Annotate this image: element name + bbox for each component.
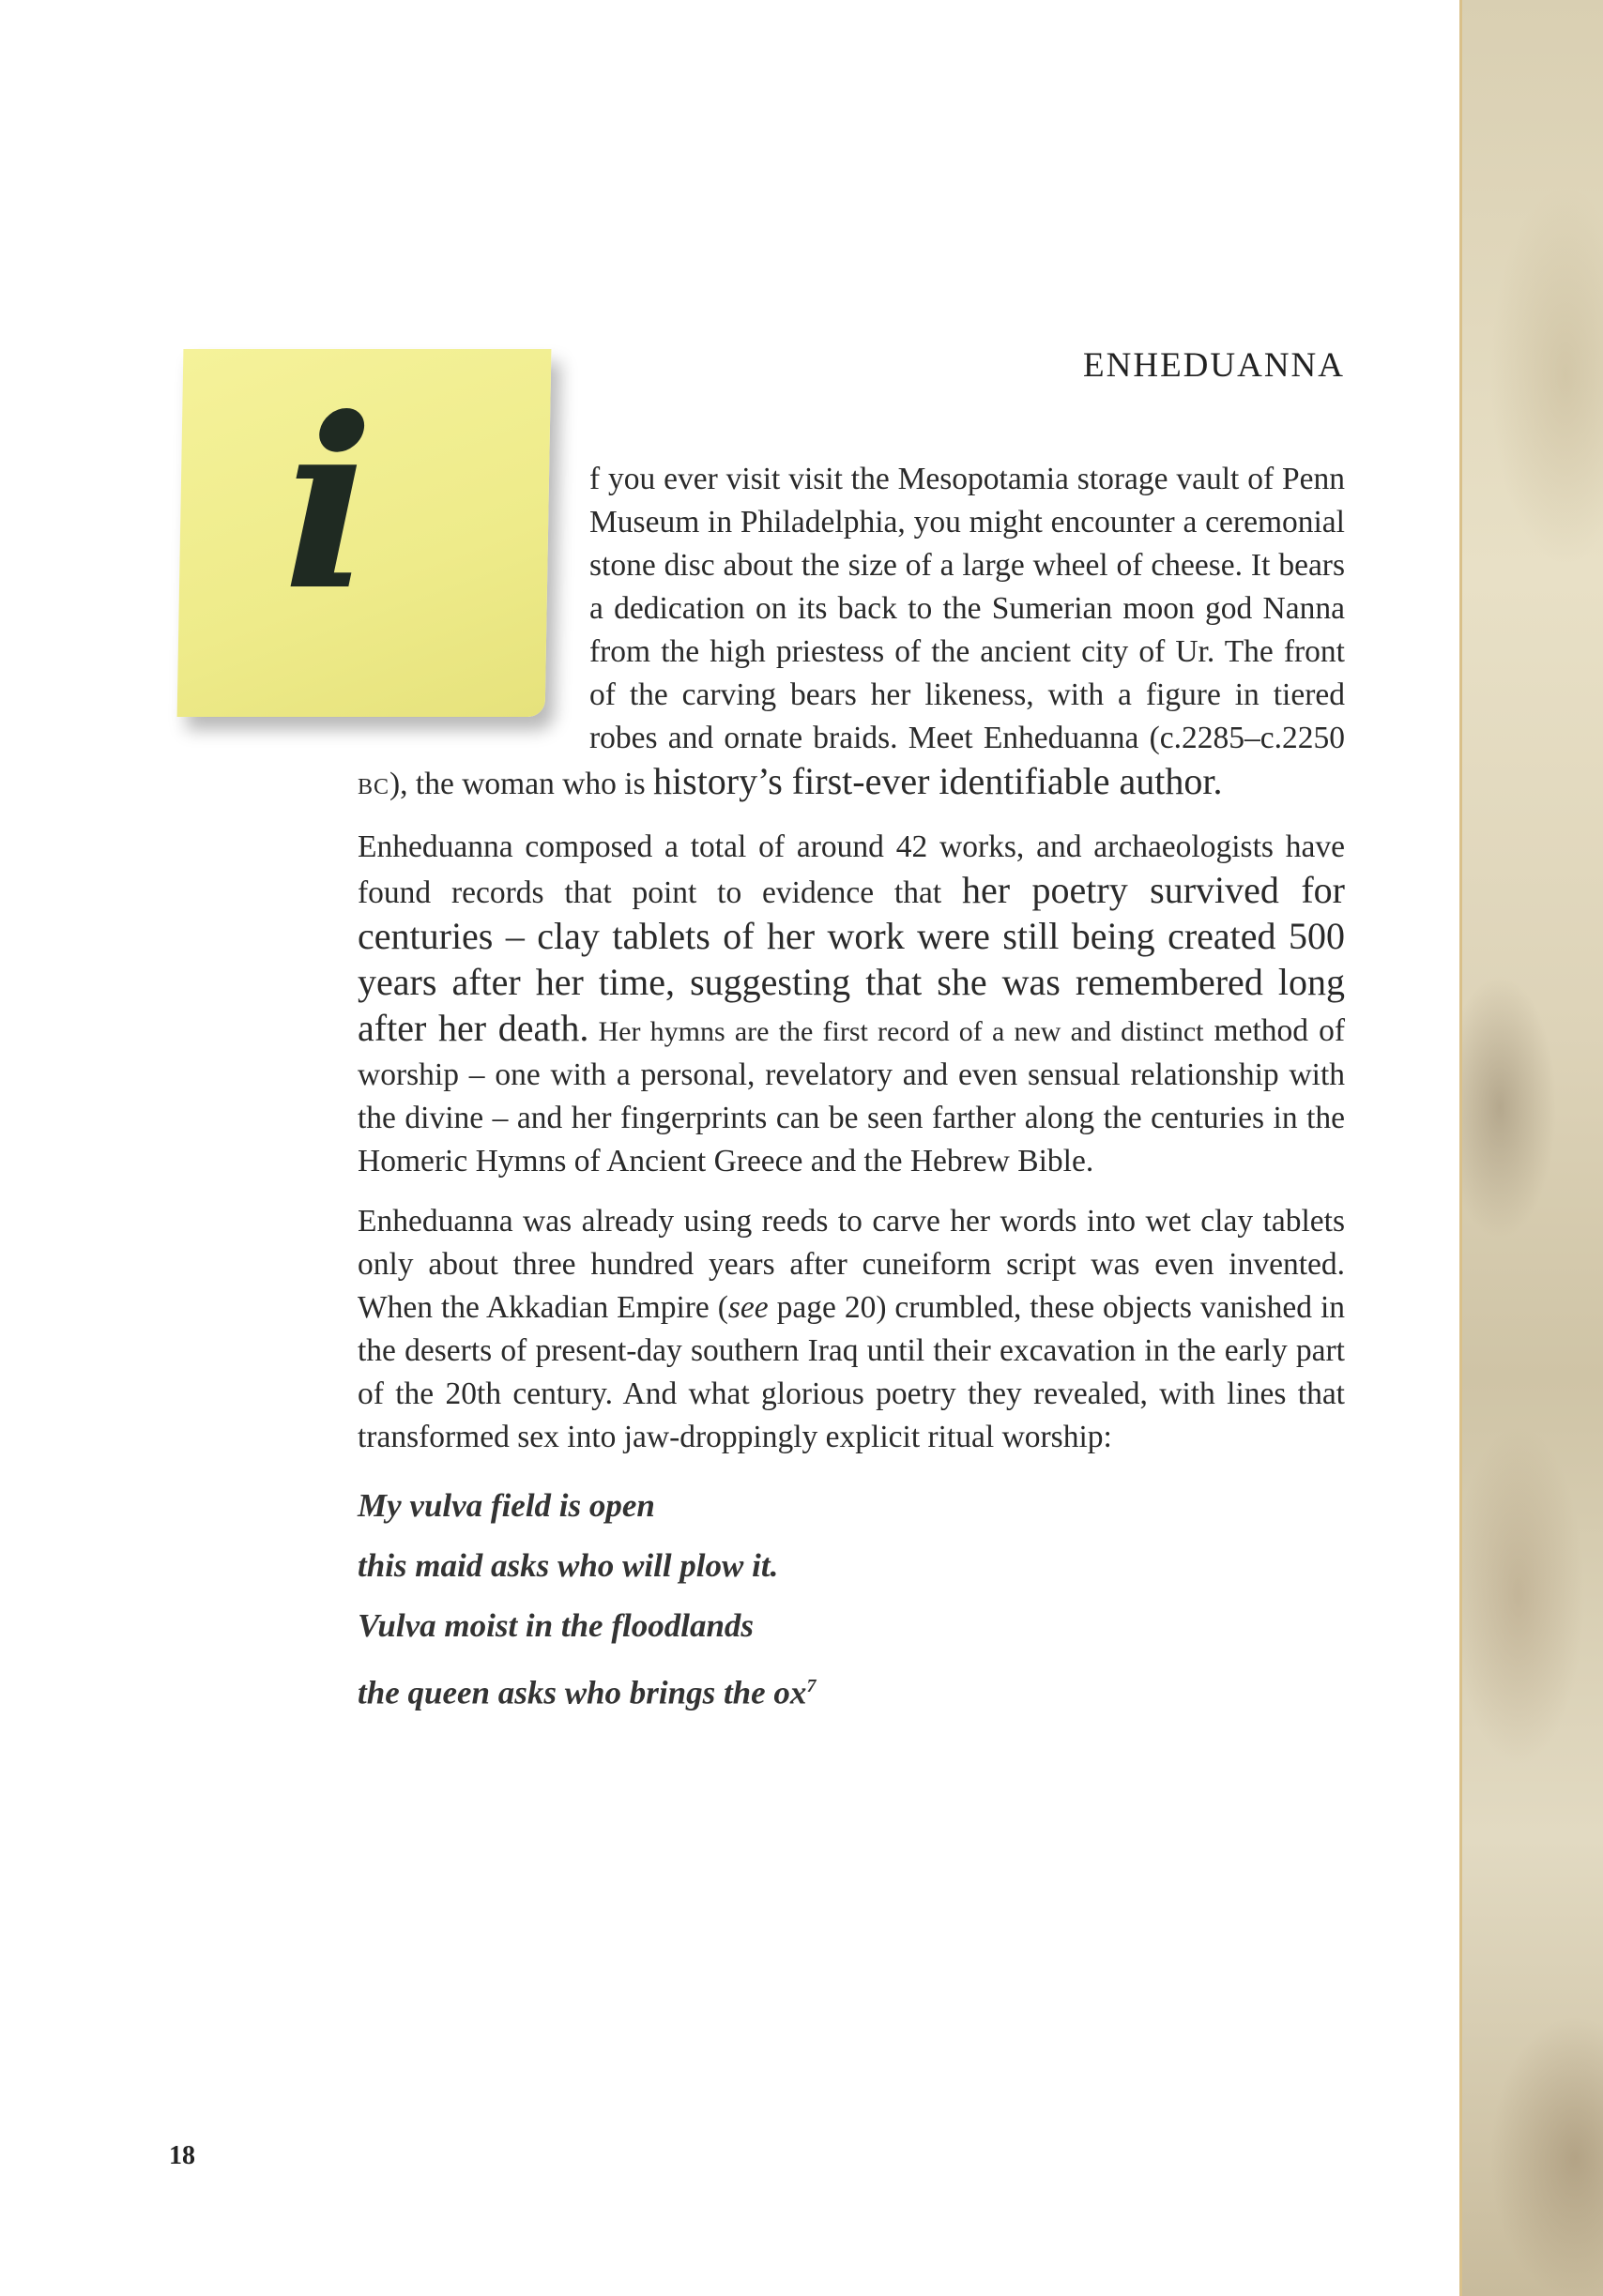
poem-line: this maid asks who will plow it. [358, 1547, 779, 1584]
poem-line: Vulva moist in the floodlands [358, 1607, 755, 1644]
body-text [358, 458, 1345, 1724]
poem-quote [358, 1476, 1345, 1724]
text: Enheduanna composed a total of around 42 works, and archaeologists have found records that point to evidence that [358, 829, 1345, 910]
poem-line-text: the queen asks who brings the ox [358, 1674, 807, 1711]
text: Her hymns are the first record of a new and distinct [588, 1016, 1204, 1047]
poem-line [358, 1656, 1345, 1724]
text: method of worship – one with a personal, revelatory and even sensual relationship with the divine – and her fingerprints can be seen farther along the centuries in the Homeric Hymns of Ancient Greece and the Hebrew Bible. [358, 1013, 1345, 1178]
paragraph-3 [358, 1200, 1345, 1459]
chapter-heading: ENHEDUANNA [1083, 346, 1345, 385]
paragraph-1 [358, 458, 1345, 809]
poem-line: My vulva field is open [358, 1487, 655, 1524]
page-edge-texture [1459, 0, 1603, 2296]
text: page 20) crumbled, these objects vanished in the deserts of present-day southern Iraq until their excavation in the early part of the 20th century. And what glorious poetry they revealed, with lines that transformed sex into jaw-droppingly explicit ritual worship: [358, 1290, 1346, 1454]
footnote-ref: 7 [806, 1676, 817, 1696]
emphasis-text: her poetry survived for centuries – clay tablets of her work were still being created 500 years after her time, suggesting that she was remembered long after her death. [358, 869, 1346, 1049]
text: f you ever visit visit the Mesopotamia storage vault of Penn Museum in Philadelphia, you might encounter a ceremonial stone disc about the size of a large wheel of cheese. It bears a dedication on its back to the Sumerian moon god Nanna from the high priestess of the ancient city of Ur. The front of the carving bears her likeness, with a figure in tiered robes and ornate braids. Meet Enheduanna (c.2285–c.2250 [589, 462, 1345, 755]
see-reference: see [727, 1290, 769, 1325]
text: Enheduanna was already using reeds to carve her words into wet clay tablets only about three hundred years after cuneiform script was even invented. When the Akkadian Empire ( [358, 1204, 1345, 1325]
page-number: 18 [169, 2141, 195, 2170]
emphasis-text: history’s first-ever identifiable author. [653, 760, 1223, 802]
era-abbrev: BC [358, 775, 390, 799]
dropcap-letter: i [281, 366, 376, 642]
paragraph-2 [358, 826, 1345, 1183]
text: ), the woman who is [389, 767, 654, 801]
